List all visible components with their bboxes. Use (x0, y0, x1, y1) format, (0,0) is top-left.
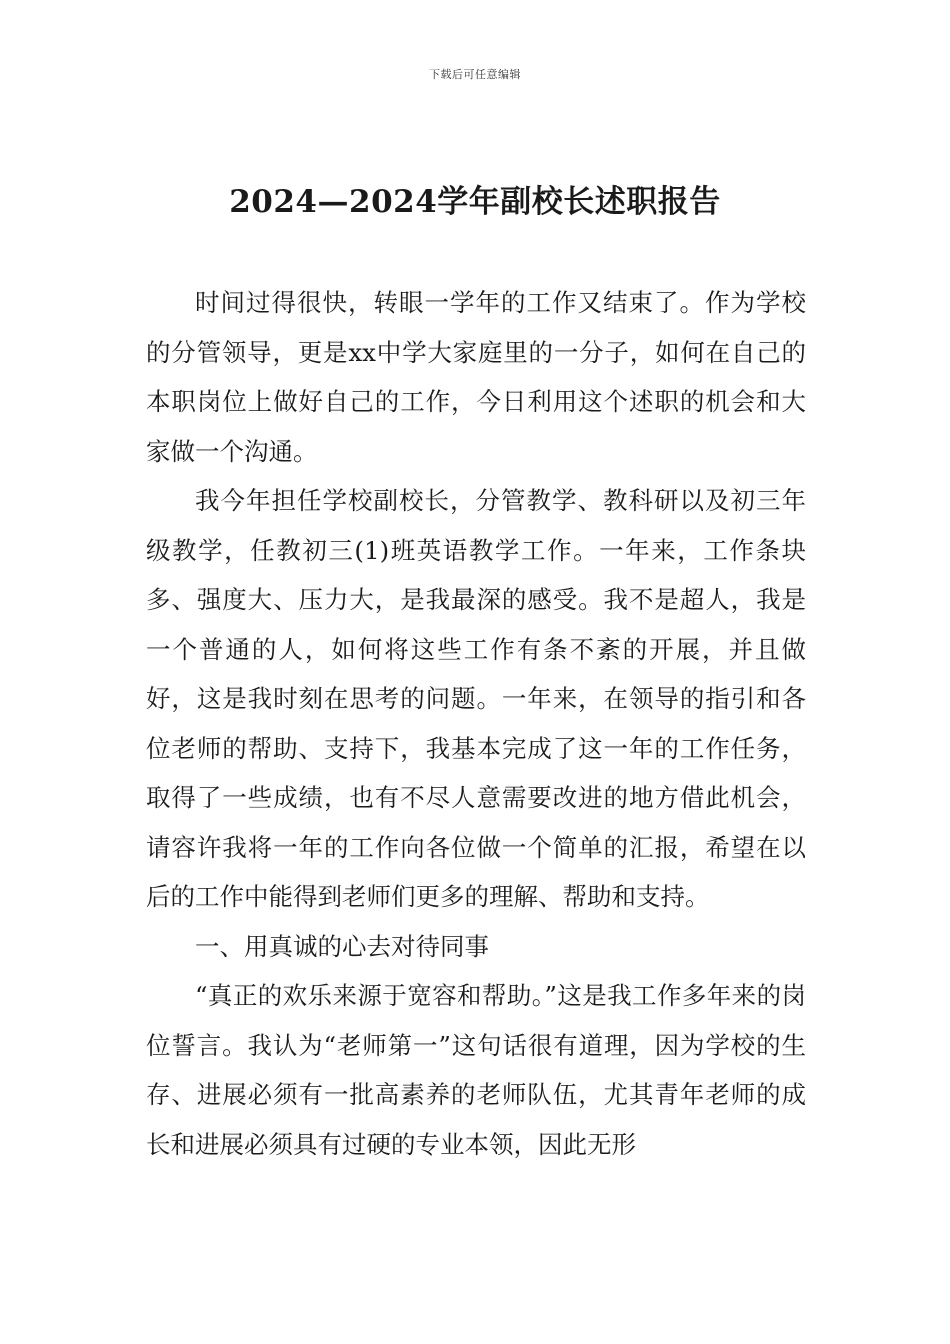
paragraph: 我今年担任学校副校长，分管教学、教科研以及初三年级教学，任教初三(1)班英语教学工作。一年来，工作条块多、强度大、压力大，是我最深的感受。我不是超人，我是一个普通的人，如何将这些工作有条不紊的开展，并且做好，这是我时刻在思考的问题。一年来，在领导的指引和各位老师的帮助、支持下，我基本完成了这一年的工作任务，取得了一些成绩，也有不尽人意需要改进的地方借此机会，请容许我将一年的工作向各位做一个简单的汇报，希望在以后的工作中能得到老师们更多的理解、帮助和支持。 (146, 486, 806, 911)
paragraph: 时间过得很快，转眼一学年的工作又结束了。作为学校的分管领导，更是xx中学大家庭里的一分子，如何在自己的本职岗位上做好自己的工作，今日利用这个述职的机会和大家做一个沟通。 (146, 288, 806, 466)
section-heading: 一、用真诚的心去对待同事 (195, 931, 489, 961)
paragraph: “真正的欢乐来源于宽容和帮助。”这是我工作多年来的岗位誓言。我认为“老师第一”这句话很有道理，因为学校的生存、进展必须有一批高素养的老师队伍，尤其青年老师的成长和进展必须具有过硬的专业本领，因此无形 (146, 981, 806, 1159)
header-note: 下载后可任意编辑 (429, 68, 521, 81)
document-body (146, 278, 806, 1169)
document-title: 2024—2024学年副校长述职报告 (229, 184, 721, 220)
